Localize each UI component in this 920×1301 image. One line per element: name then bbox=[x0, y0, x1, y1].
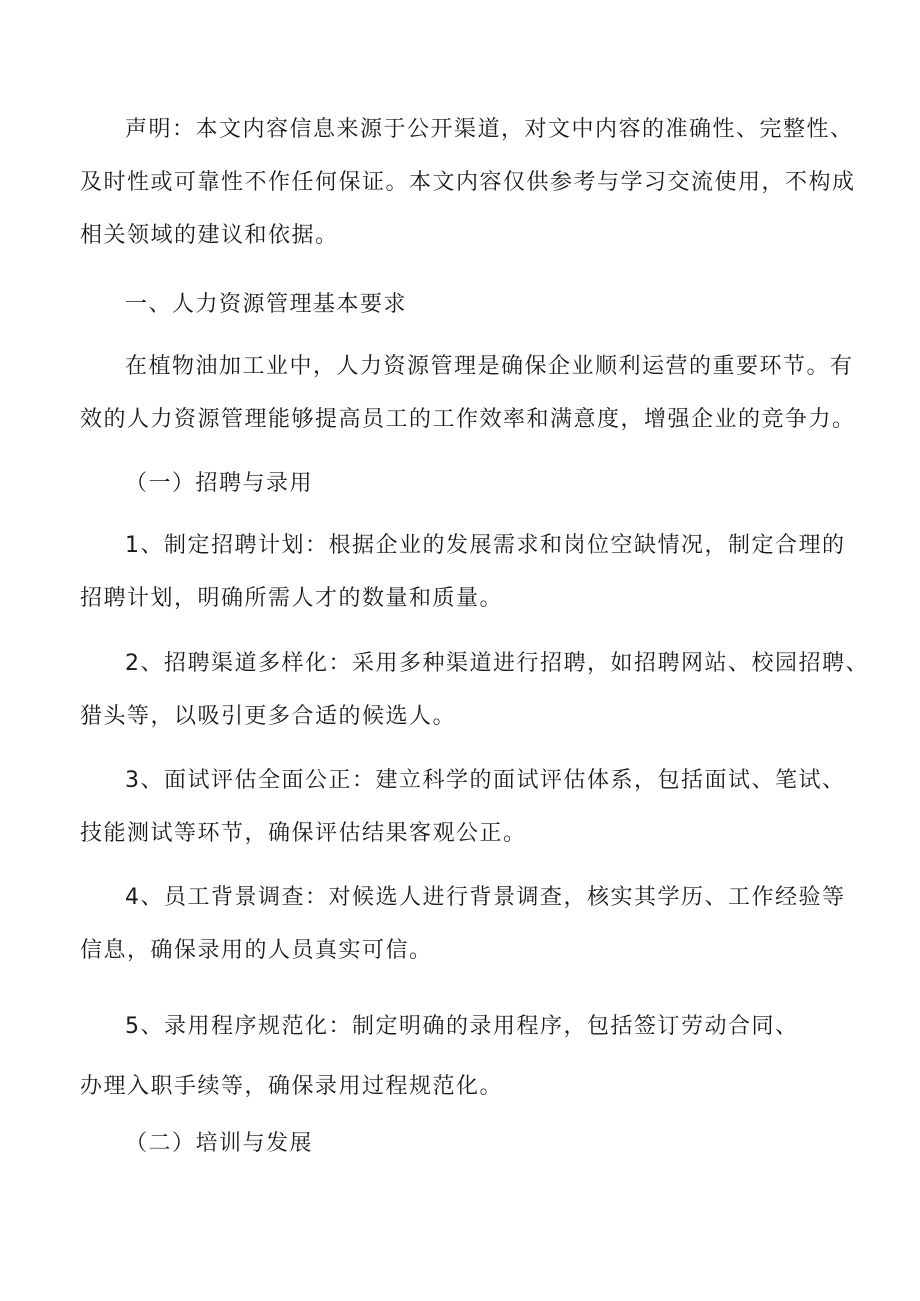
section-heading: 一、人力资源管理基本要求 bbox=[125, 292, 408, 317]
list-item-line: 1、制定招聘计划：根据企业的发展需求和岗位空缺情况，制定合理的 bbox=[125, 533, 846, 558]
paragraph-line: 效的人力资源管理能够提高员工的工作效率和满意度，增强企业的竞争力。 bbox=[80, 407, 856, 432]
list-item-line: 猎头等，以吸引更多合适的候选人。 bbox=[80, 704, 457, 729]
list-item-line: 2、招聘渠道多样化：采用多种渠道进行招聘，如招聘网站、校园招聘、 bbox=[125, 651, 869, 676]
list-item-line: 办理入职手续等，确保录用过程规范化。 bbox=[80, 1074, 504, 1099]
paragraph-line: 在植物油加工业中，人力资源管理是确保企业顺利运营的重要环节。有 bbox=[125, 354, 854, 379]
list-item-line: 招聘计划，明确所需人才的数量和质量。 bbox=[80, 586, 504, 611]
list-item-line: 5、录用程序规范化：制定明确的录用程序，包括签订劳动合同、 bbox=[125, 1014, 799, 1039]
subsection-heading: （二）培训与发展 bbox=[125, 1131, 314, 1156]
list-item-line: 3、面试评估全面公正：建立科学的面试评估体系，包括面试、笔试、 bbox=[125, 768, 846, 793]
disclaimer-line: 声明：本文内容信息来源于公开渠道，对文中内容的准确性、完整性、 bbox=[125, 117, 854, 142]
disclaimer-line: 及时性或可靠性不作任何保证。本文内容仅供参考与学习交流使用，不构成 bbox=[80, 170, 856, 195]
subsection-heading: （一）招聘与录用 bbox=[125, 471, 314, 496]
disclaimer-line: 相关领域的建议和依据。 bbox=[80, 223, 339, 248]
list-item-line: 4、员工背景调查：对候选人进行背景调查，核实其学历、工作经验等 bbox=[125, 885, 846, 910]
list-item-line: 信息，确保录用的人员真实可信。 bbox=[80, 938, 433, 963]
list-item-line: 技能测试等环节，确保评估结果客观公正。 bbox=[80, 821, 527, 846]
